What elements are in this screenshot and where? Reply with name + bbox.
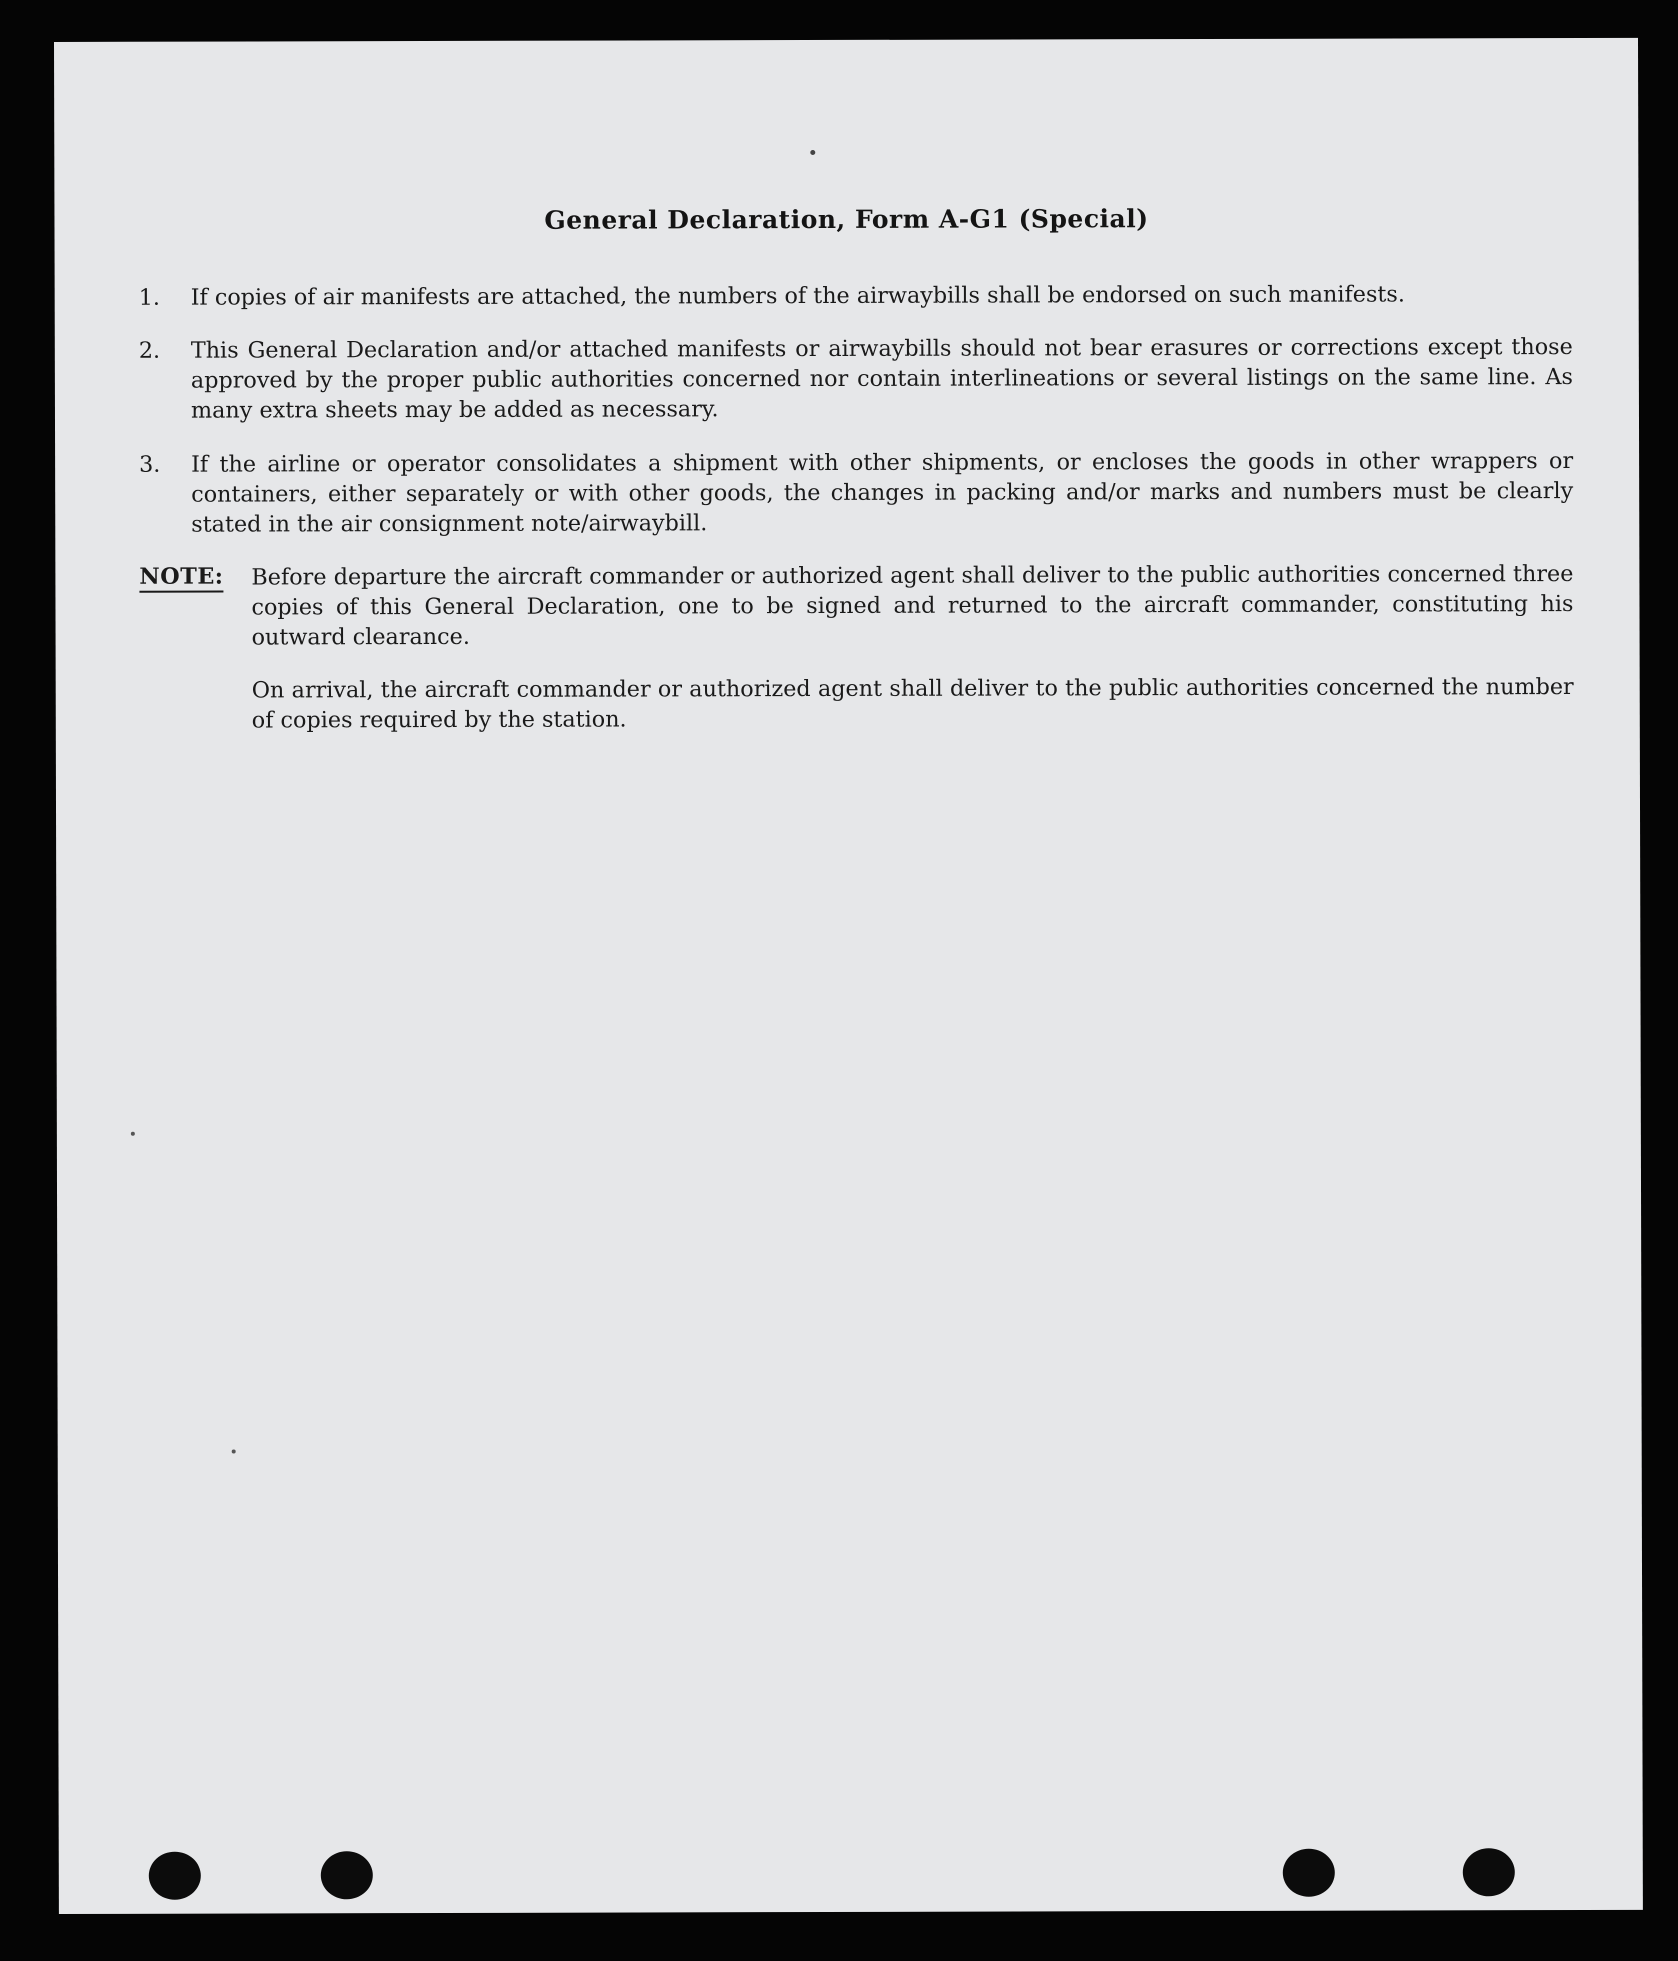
list-item-text: If copies of air manifests are attached, the numbers of the airwaybills shall be endorsed on such manifests. bbox=[190, 281, 1405, 311]
list-item-number: 3. bbox=[139, 451, 161, 478]
note-label: NOTE: bbox=[139, 563, 223, 593]
note-paragraph-2: On arrival, the aircraft commander or authorized agent shall deliver to the public authorities concerned the number of copies required by the station. bbox=[251, 674, 1574, 734]
list-item-3 bbox=[139, 446, 1573, 540]
ink-dot bbox=[810, 150, 815, 155]
document-title: General Declaration, Form A-G1 (Special) bbox=[544, 204, 1149, 235]
punch-hole bbox=[321, 1851, 373, 1899]
list-item-1 bbox=[139, 279, 1573, 313]
ink-speck bbox=[131, 1132, 135, 1136]
list-item-number: 1. bbox=[138, 284, 160, 311]
list-item-text: This General Declaration and/or attached manifests or airwaybills should not bear erasures or corrections except those approved by the proper public authorities concerned nor contain interlineations or several listings on the same line. As many extra sheets may be added as necessary. bbox=[190, 334, 1573, 424]
ink-speck bbox=[232, 1450, 236, 1454]
document-page bbox=[54, 38, 1643, 1914]
list-item-number: 2. bbox=[138, 337, 161, 364]
list-item-2 bbox=[139, 332, 1573, 426]
note-paragraph-1: Before departure the aircraft commander or authorized agent shall deliver to the public authorities concerned three copies of this General Declaration, one to be signed and returned to the aircraft commander, constituting his outward clearance. bbox=[251, 561, 1574, 651]
list-item-text: If the airline or operator consolidates a shipment with other shipments, or encloses the goods in other wrappers or containers, either separately or with other goods, the changes in packing and/or marks and numbers must be clearly stated in the air consignment note/airwaybill. bbox=[191, 448, 1574, 538]
punch-hole bbox=[1283, 1849, 1335, 1897]
punch-hole bbox=[149, 1852, 201, 1900]
punch-hole bbox=[1463, 1848, 1515, 1896]
